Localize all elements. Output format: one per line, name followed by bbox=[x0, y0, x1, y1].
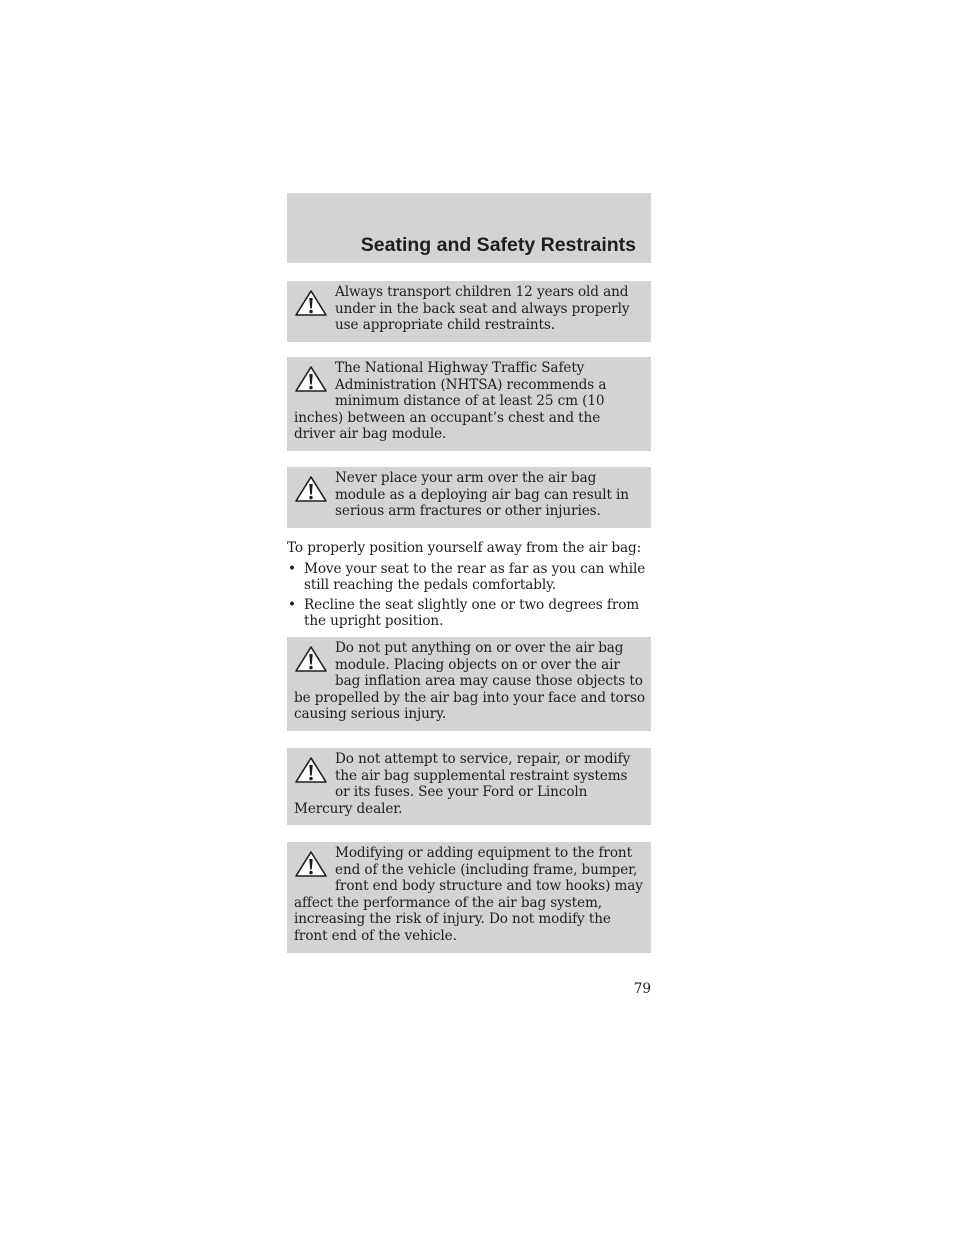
page-number: 79 bbox=[633, 981, 651, 997]
warning-box bbox=[287, 357, 651, 451]
list-item-text: Recline the seat slightly one or two degrees from the upright position. bbox=[304, 597, 640, 629]
warning-text: Do not attempt to service, repair, or modify the air bag supplemental restraint systems or its fuses. See your Ford or Lincoln Mercury dealer. bbox=[294, 751, 631, 817]
warning-box bbox=[287, 748, 651, 825]
warning-box bbox=[287, 842, 651, 953]
warning-text: The National Highway Traffic Safety Administration (NHTSA) recommends a minimum distance of at least 25 cm (10 inches) between an occupant’s chest and the driver air bag module. bbox=[294, 360, 607, 442]
intro-paragraph: To properly position yourself away from the air bag: bbox=[287, 540, 642, 556]
bullet-icon: • bbox=[288, 561, 296, 577]
bullet-list bbox=[287, 562, 653, 634]
list-item bbox=[287, 562, 653, 593]
section-header bbox=[287, 193, 651, 263]
warning-text: Never place your arm over the air bag module as a deploying air bag can result in serious arm fractures or other injuries. bbox=[335, 470, 629, 519]
page-title: Seating and Safety Restraints bbox=[360, 234, 636, 256]
warning-triangle-icon bbox=[294, 475, 328, 503]
warning-text: Always transport children 12 years old and under in the back seat and always properly use appropriate child restraints. bbox=[335, 284, 630, 333]
warning-triangle-icon bbox=[294, 756, 328, 784]
bullet-icon: • bbox=[288, 597, 296, 613]
warning-triangle-icon bbox=[294, 365, 328, 393]
warning-triangle-icon bbox=[294, 289, 328, 317]
warning-box bbox=[287, 281, 651, 342]
warning-box bbox=[287, 637, 651, 731]
warning-triangle-icon bbox=[294, 850, 328, 878]
warning-box bbox=[287, 467, 651, 528]
list-item-text: Move your seat to the rear as far as you can while still reaching the pedals comfortably. bbox=[304, 561, 646, 593]
warning-text: Do not put anything on or over the air bag module. Placing objects on or over the air bag inflation area may cause those objects to be propelled by the air bag into your face and torso causing serious injury. bbox=[294, 640, 645, 722]
warning-triangle-icon bbox=[294, 645, 328, 673]
warning-text: Modifying or adding equipment to the front end of the vehicle (including frame, bumper, front end body structure and tow hooks) may affect the performance of the air bag system, increasing the risk of injury. Do not modify the front end of the vehicle. bbox=[294, 845, 643, 944]
list-item bbox=[287, 598, 653, 629]
